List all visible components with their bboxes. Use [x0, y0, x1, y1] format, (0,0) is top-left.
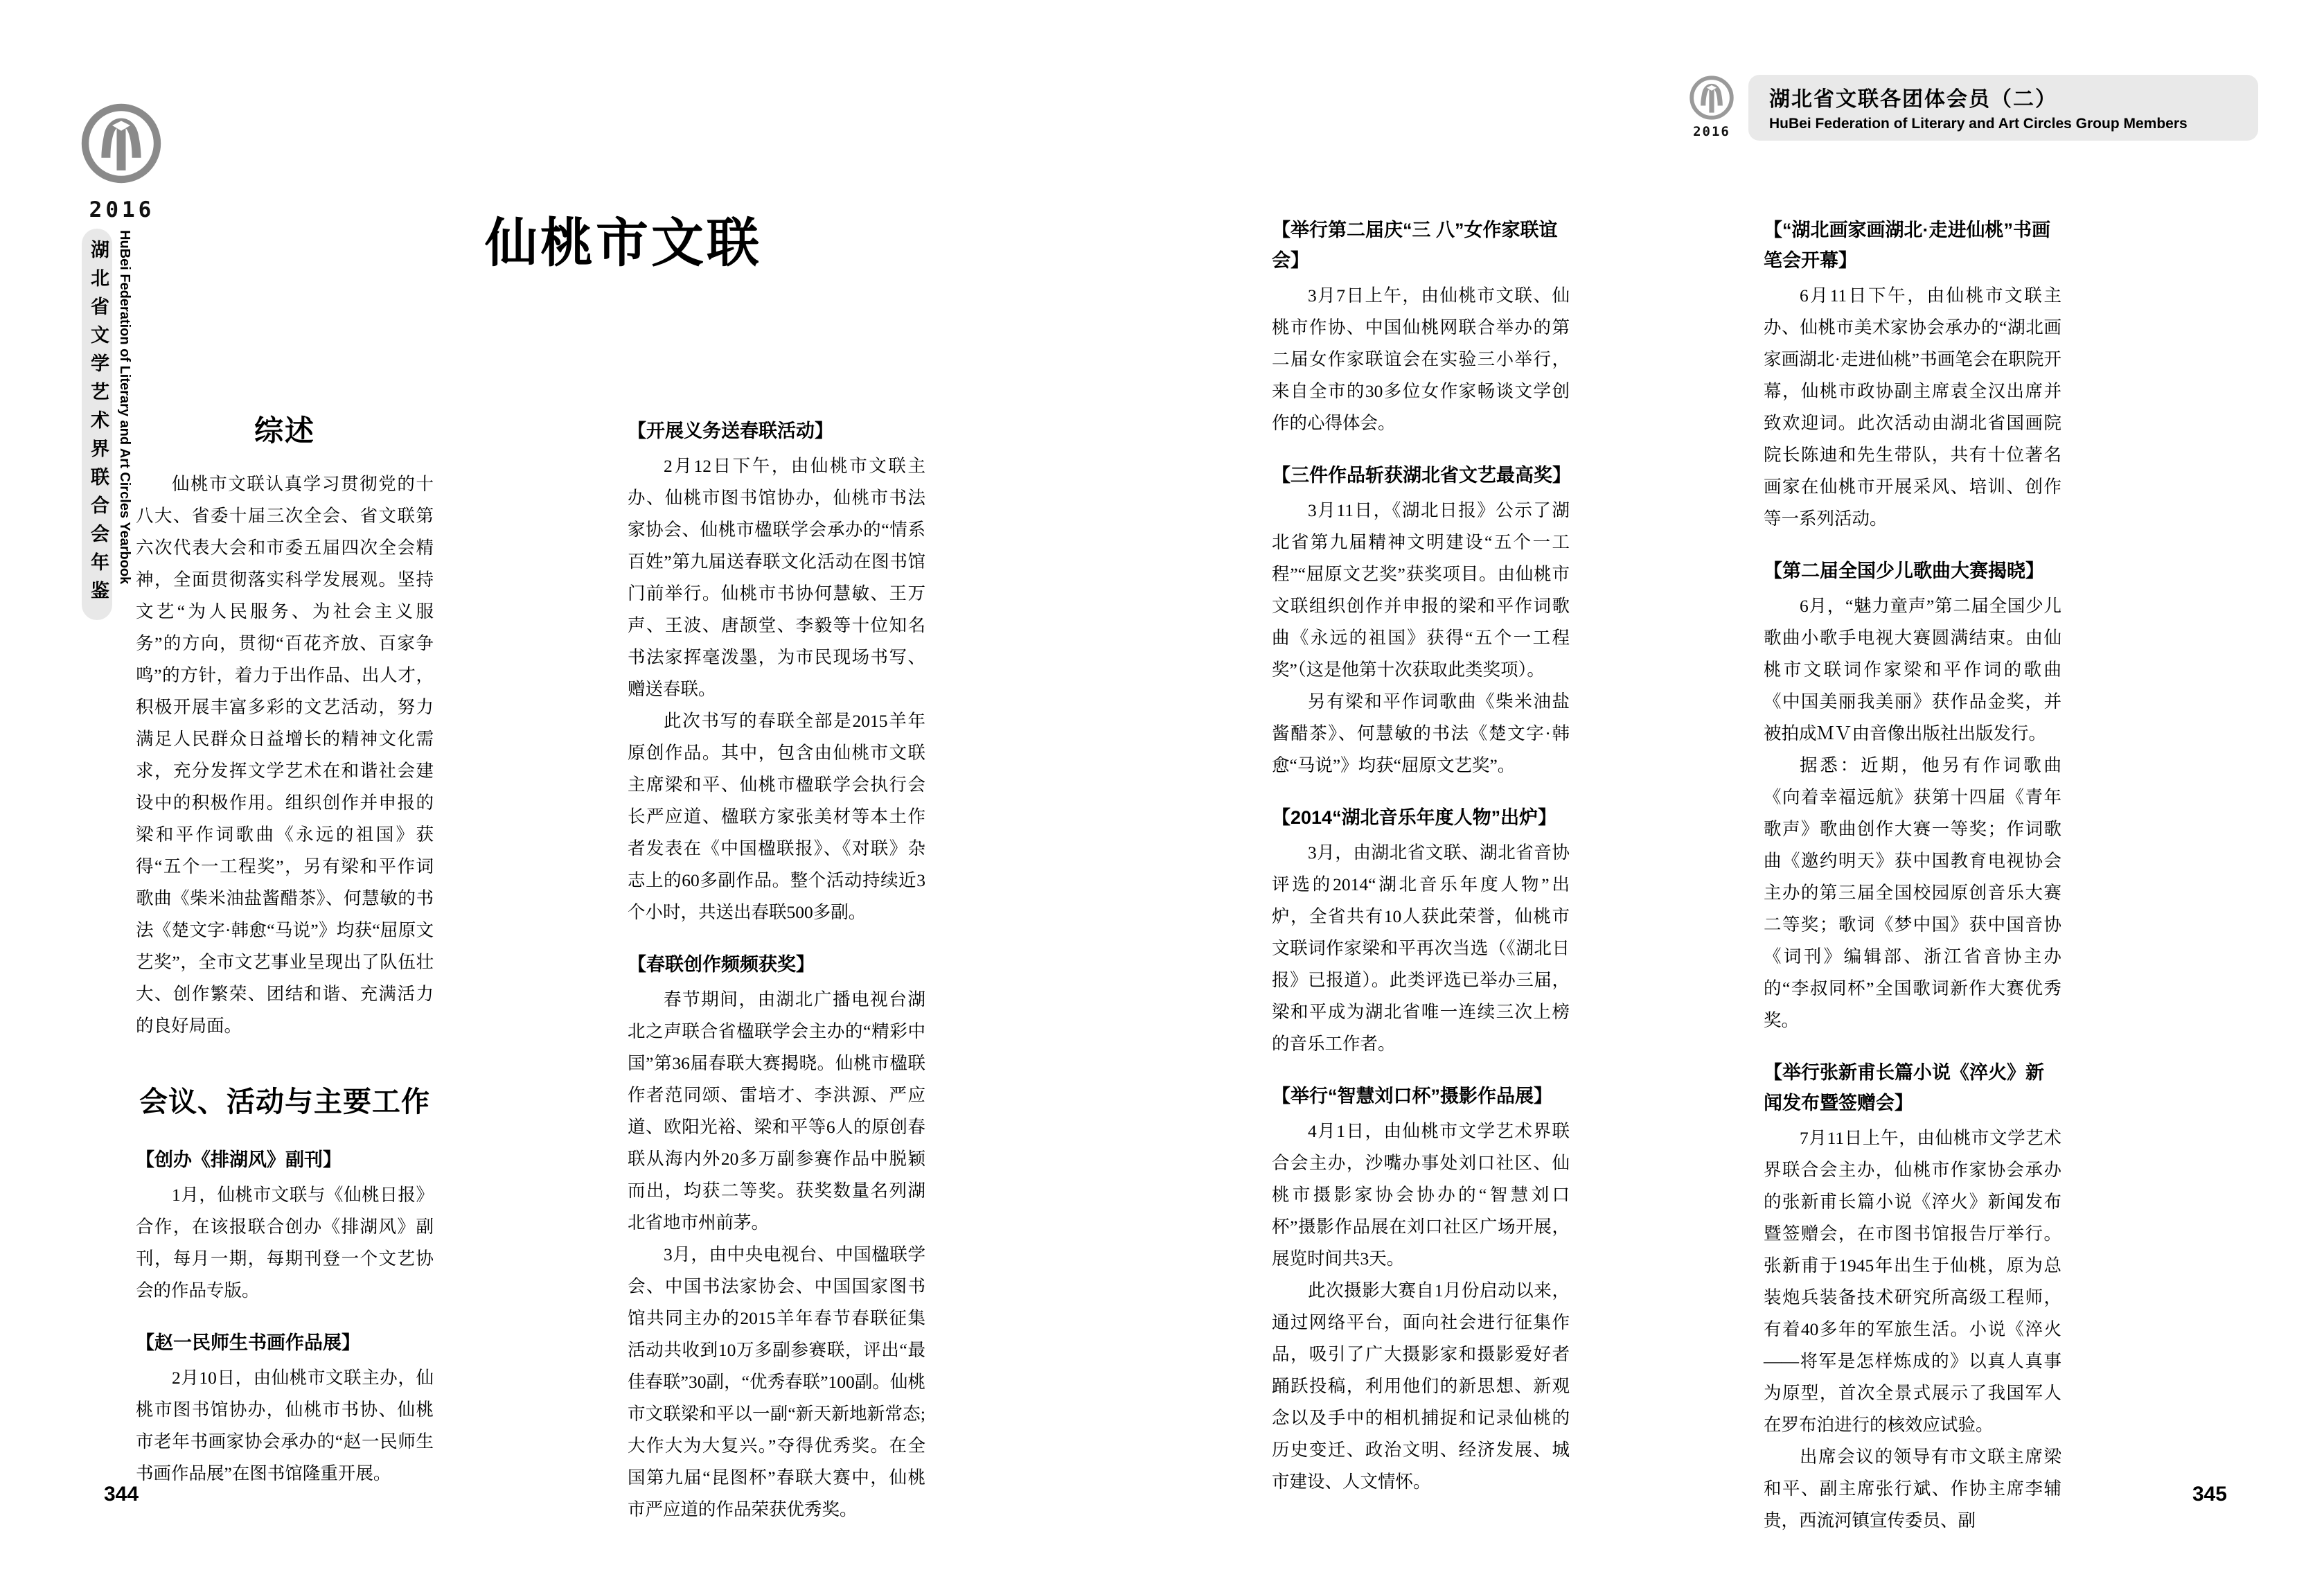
section-title-overview: 综述: [254, 416, 315, 448]
entry-paragraph: 2月10日，由仙桃市文联主办，仙桃市图书馆协办，仙桃市书协、仙桃市老年书画家协会承办的“赵一民师生书画作品展”在图书馆隆重开展。: [136, 1368, 434, 1483]
federation-emblem-icon: [1687, 73, 1737, 123]
entry-paragraph: 另有梁和平作词歌曲《柴米油盐酱醋茶》、何慧敏的书法《楚文字·韩愈“马说”》均获“屈原文艺奖”。: [1272, 691, 1570, 775]
page-title: 仙桃市文联: [485, 215, 762, 273]
entry-heading: 【开展义务送春联活动】: [628, 421, 833, 441]
entry-heading: 【“湖北画家画湖北·走进仙桃”书画笔会开幕】: [1764, 220, 2050, 271]
header-title-cn: 湖北省文联各团体会员（二）: [1769, 87, 2057, 111]
entry-paragraph: 春节期间，由湖北广播电视台湖北之声联合省楹联学会主办的“精彩中国”第36届春联大赛揭晓。仙桃市楹联作者范同颂、雷培才、李洪源、严应道、欧阳光裕、梁和平等6人的原创春联从海内外20多万副参赛作品中脱颖而出，均获二等奖。获奖数量名列湖北省地市州前茅。: [628, 989, 925, 1233]
entry-paragraph: 出席会议的领导有市文联主席梁和平、副主席张行斌、作协主席李辅贵，西流河镇宣传委员、副: [1764, 1447, 2061, 1530]
entry-paragraph: 6月11日下午，由仙桃市文联主办、仙桃市美术家协会承办的“湖北画家画湖北·走进仙桃”书画笔会在职院开幕，仙桃市政协副主席袁全汉出席并致欢迎词。此次活动由湖北省国画院院长陈迪和先生带队，共有十位著名画家在仙桃市开展采风、培训、创作等一系列活动。: [1764, 285, 2061, 529]
right-page-header: [1685, 69, 2258, 145]
entry-paragraph: 3月，由湖北省文联、湖北省音协评选的2014“湖北音乐年度人物”出炉，全省共有10人获此荣誉，仙桃市文联词作家梁和平再次当选（《湖北日报》已报道）。此类评选已举办三届，梁和平成为湖北省唯一连续三次上榜的音乐工作者。: [1272, 842, 1570, 1054]
entry-paragraph: 7月11日上午，由仙桃市文学艺术界联合会主办，仙桃市作家协会承办的张新甫长篇小说《淬火》新闻发布暨签赠会，在市图书馆报告厅举行。张新甫于1945年出生于仙桃，原为总装炮兵装备技术研究所高级工程师，有着40多年的军旅生活。小说《淬火——将军是怎样炼成的》以真人真事为原型，首次全景式展示了我国军人在罗布泊进行的核效应试验。: [1764, 1128, 2061, 1435]
entry-heading: 【春联创作频频获奖】: [628, 954, 815, 975]
federation-emblem-icon: [76, 98, 166, 188]
entry-paragraph: 此次书写的春联全部是2015羊年原创作品。其中，包含由仙桃市文联主席梁和平、仙桃市楹联学会执行会长严应道、楹联方家张美材等本土作者发表在《中国楹联报》、《对联》杂志上的60多副作品。整个活动持续近3个小时，共送出春联500多副。: [628, 711, 925, 922]
text-column-3: [1272, 215, 1570, 1498]
entry-paragraph: 据悉：近期，他另有作词歌曲《向着幸福远航》获第十四届《青年歌声》歌曲创作大赛一等奖；作词歌曲《邀约明天》获中国教育电视协会主办的第三届全国校园原创音乐大赛二等奖；歌词《梦中国》获中国音协《词刊》编辑部、浙江省音协主办的“李叔同杯”全国歌词新作大赛优秀奖。: [1764, 755, 2061, 1030]
entry-paragraph: 3月7日上午，由仙桃市文联、仙桃市作协、中国仙桃网联合举办的第二届女作家联谊会在实验三小举行，来自全市的30多位女作家畅谈文学创作的心得体会。: [1272, 285, 1570, 433]
header-title-band: [1748, 75, 2258, 141]
header-emblem: [1685, 73, 1739, 142]
entry-heading: 【举行张新甫长篇小说《淬火》新闻发布暨签赠会】: [1764, 1062, 2044, 1113]
entry-heading: 【三件作品斩获湖北省文艺最高奖】: [1272, 465, 1571, 486]
text-column-1: [136, 416, 434, 1490]
page-number-left: 344: [104, 1483, 139, 1506]
entry-paragraph: 3月11日，《湖北日报》公示了湖北省第九届精神文明建设“五个一工程”“屈原文艺奖”获奖项目。由仙桃市文联组织创作并申报的梁和平作词歌曲《永远的祖国》获得“五个一工程奖”（这是他第十次获取此类奖项）。: [1272, 500, 1570, 680]
entry-paragraph: 此次摄影大赛自1月份启动以来，通过网络平台，面向社会进行征集作品，吸引了广大摄影家和摄影爱好者踊跃投稿，利用他们的新思想、新观念以及手中的相机捕捉和记录仙桃的历史变迁、政治文明、经济发展、城市建设、人文情怀。: [1272, 1280, 1570, 1492]
vertical-label-en: HuBei Federation of Literary and Art Circles Yearbook: [117, 230, 132, 585]
entry-heading: 【创办《排湖风》副刊】: [136, 1149, 341, 1170]
entry-heading: 【赵一民师生书画作品展】: [136, 1332, 360, 1353]
page-number-right: 345: [2192, 1483, 2227, 1506]
entry-paragraph: 4月1日，由仙桃市文学艺术界联合会主办，沙嘴办事处刘口社区、仙桃市摄影家协会协办的“智慧刘口杯”摄影作品展在刘口社区广场开展，展览时间共3天。: [1272, 1121, 1570, 1269]
entry-paragraph: 2月12日下午，由仙桃市文联主办、仙桃市图书馆协办，仙桃市书法家协会、仙桃市楹联学会承办的“情系百姓”第九届送春联文化活动在图书馆门前举行。仙桃市书协何慧敏、王万声、王波、唐颉堂、李毅等十位知名书法家挥毫泼墨，为市民现场书写、赠送春联。: [628, 456, 925, 699]
text-column-2: [628, 416, 925, 1526]
header-title-en: HuBei Federation of Literary and Art Circles Group Members: [1769, 115, 2188, 132]
overview-paragraph: 仙桃市文联认真学习贯彻党的十八大、省委十届三次全会、省文联第六次代表大会和市委五届四次全会精神，全面贯彻落实科学发展观。坚持文艺“为人民服务、为社会主义服务”的方向，贯彻“百花齐放、百家争鸣”的方针，着力于出作品、出人才，积极开展丰富多彩的文艺活动，努力满足人民群众日益增长的精神文化需求，充分发挥文学艺术在和谐社会建设中的积极作用。组织创作并申报的梁和平作词歌曲《永远的祖国》获得“五个一工程奖”，另有梁和平作词歌曲《柴米油盐酱醋茶》、何慧敏的书法《楚文字·韩愈“马说”》均获“屈原文艺奖”，全市文艺事业呈现出了队伍壮大、创作繁荣、团结和谐、充满活力的良好局面。: [136, 474, 434, 1036]
emblem-year-left: 2016: [89, 197, 155, 222]
entry-paragraph: 3月，由中央电视台、中国楹联学会、中国书法家协会、中国国家图书馆共同主办的2015羊年春节春联征集活动共收到10万多副参赛联，评出“最佳春联”30副，“优秀春联”100副。仙桃市文联梁和平以一副“新天新地新常态; 大作大为大复兴。”夺得优秀奖。在全国第九届“昆图杯”春联大赛中，仙桃市严应道的作品荣获优秀奖。: [628, 1244, 925, 1519]
text-column-4: [1764, 215, 2061, 1537]
entry-heading: 【举行第二届庆“三 八”女作家联谊会】: [1272, 220, 1558, 271]
entry-heading: 【2014“湖北音乐年度人物”出炉】: [1272, 807, 1557, 828]
entry-paragraph: 6月，“魅力童声”第二届全国少儿歌曲小歌手电视大赛圆满结束。由仙桃市文联词作家梁和平作词的歌曲《中国美丽我美丽》获作品金奖，并被拍成ＭＶ由音像出版社出版发行。: [1764, 596, 2061, 743]
emblem-year-right: 2016: [1693, 124, 1730, 139]
entry-heading: 【第二届全国少儿歌曲大赛揭晓】: [1764, 561, 2044, 581]
entry-paragraph: 1月，仙桃市文联与《仙桃日报》合作，在该报联合创办《排湖风》副刊，每月一期，每期刊登一个文艺协会的作品专版。: [136, 1185, 434, 1300]
section-title-meetings: 会议、活动与主要工作: [139, 1086, 430, 1118]
vertical-label-cn: 湖北省文学艺术界联合会年鉴: [82, 229, 112, 620]
entry-heading: 【举行“智慧刘口杯”摄影作品展】: [1272, 1086, 1552, 1106]
